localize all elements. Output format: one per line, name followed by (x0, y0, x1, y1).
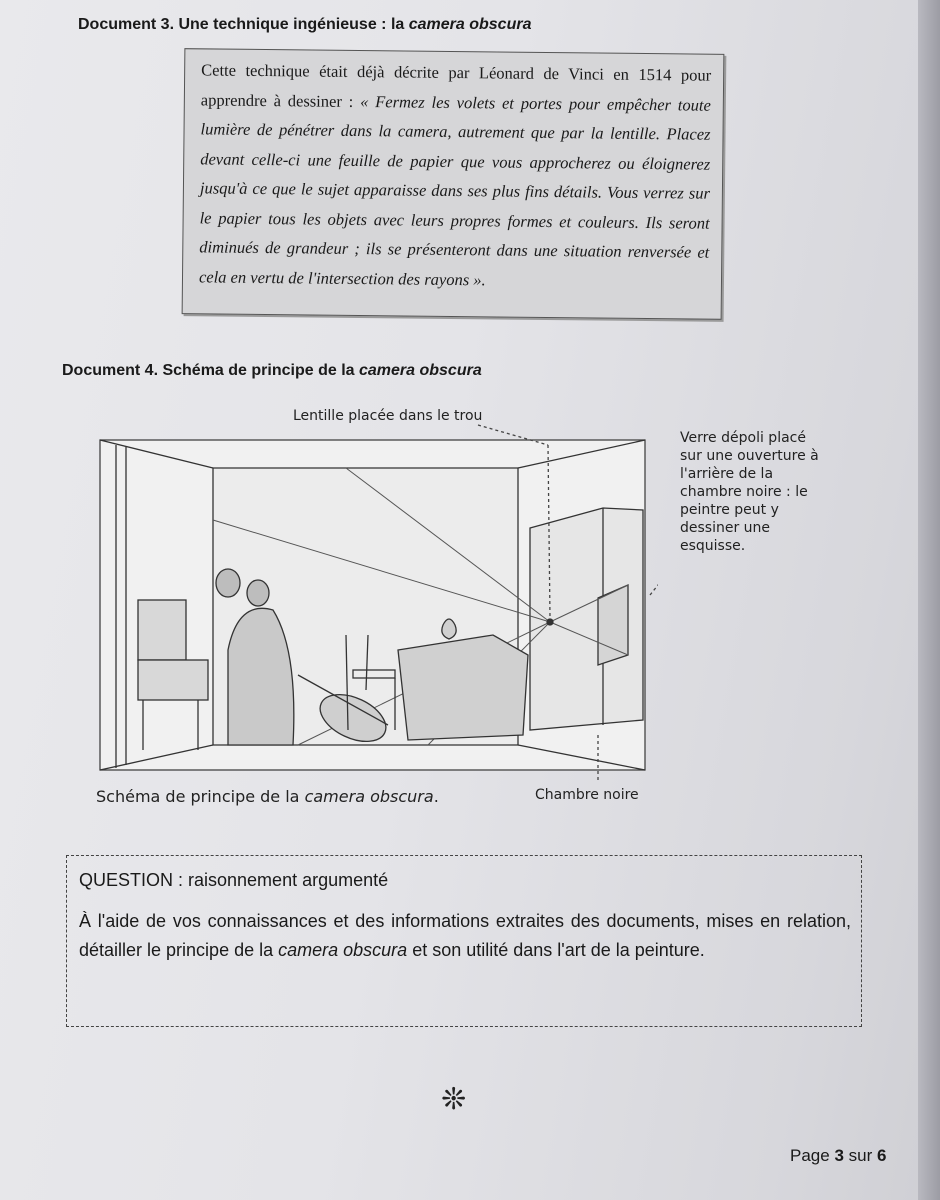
diagram-caption (96, 787, 439, 806)
page-edge-shadow (918, 0, 940, 1200)
quote-italic: « Fermez les volets et portes pour empêcher toute lumière de pénétrer dans la camera, autrement que par la lentille. Placez devant celle-ci une feuille de papier que vous approcherez ou éloignerez jusqu'à ce que le sujet apparaisse dans ses plus fins détails. Vous verrez sur le papier tous les objets avec leurs propres formes et couleurs. Ils seront diminués de grandeur ; ils se présenteront dans une situation renversée et cela en vertu de l'intersection des rayons ». (198, 91, 711, 289)
caption-text: Schéma de principe de la (96, 787, 300, 806)
separator-star-icon: ❊ (441, 1082, 467, 1117)
question-text-2: et son utilité dans l'art de la peinture. (407, 940, 705, 960)
question-title: QUESTION : raisonnement argumenté (79, 870, 389, 890)
page-prefix: Page (790, 1146, 830, 1165)
document-3-title (78, 16, 531, 34)
page-number (790, 1146, 886, 1166)
question-body (79, 907, 851, 965)
question-box (66, 855, 862, 1027)
leonardo-quote-box (182, 48, 725, 320)
question-text-1: À l'aide de vos connaissances et des informations extraites des documents, mises en relation, détailler le principe de la (79, 911, 851, 960)
caption-italic: camera obscura (304, 787, 434, 806)
label-lens: Lentille placée dans le trou (293, 408, 483, 424)
page-middle: sur (848, 1146, 873, 1165)
label-dark-chamber: Chambre noire (535, 787, 639, 803)
question-italic: camera obscura (278, 940, 408, 960)
doc3-title-italic: camera obscura (408, 16, 532, 33)
camera-obscura-diagram (98, 400, 658, 795)
doc4-title-italic: camera obscura (358, 362, 482, 379)
document-4-title (62, 362, 482, 380)
page-current: 3 (834, 1146, 844, 1165)
lens-point (547, 619, 553, 625)
page-total: 6 (877, 1146, 887, 1165)
doc3-title-text: Document 3. Une technique ingénieuse : la (78, 16, 405, 33)
label-ground-glass: Verre dépoli placé sur une ouverture à l'arrière de la chambre noire : le peintre peut y dessiner une esquisse. (680, 430, 819, 554)
caption-suffix: . (433, 787, 439, 806)
doc4-title-text: Document 4. Schéma de principe de la (62, 362, 355, 379)
quote-intro: Cette technique était déjà décrite par Léonard de Vinci en 1514 pour apprendre à dessiner : (200, 60, 712, 111)
